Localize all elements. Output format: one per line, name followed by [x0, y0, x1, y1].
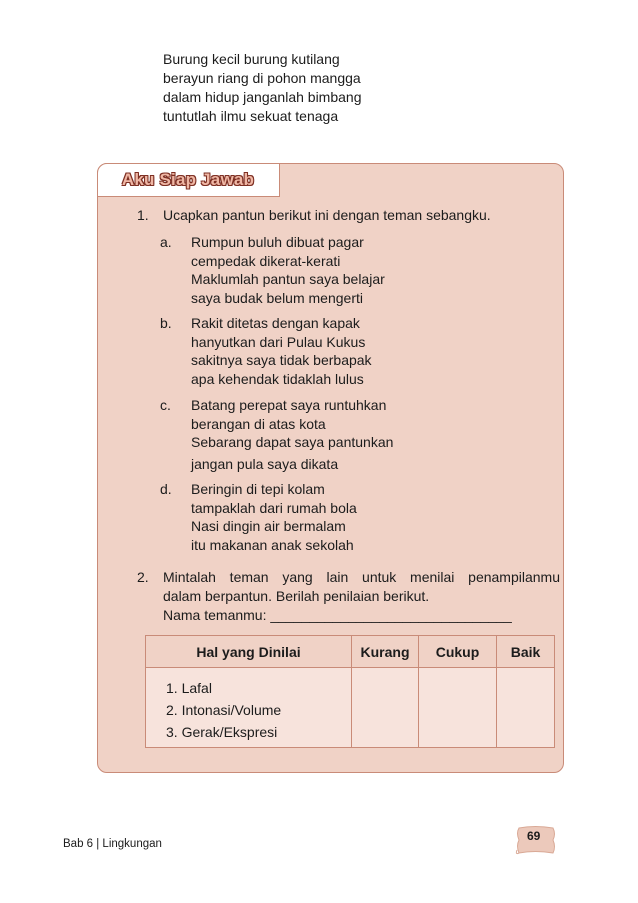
- pantun-line: berangan di atas kota: [191, 415, 326, 432]
- item-letter: b.: [160, 315, 172, 331]
- pantun-line: Rumpun buluh dibuat pagar: [191, 234, 364, 250]
- criteria-item: 2. Intonasi/Volume: [166, 702, 282, 718]
- criteria-list: [146, 668, 352, 748]
- question-text-line: Mintalah teman yang lain untuk menilai penampilanmu: [163, 569, 560, 585]
- kurang-cell[interactable]: [352, 668, 419, 748]
- item-letter: d.: [160, 481, 172, 497]
- box-title: Aku Siap Jawab: [121, 169, 255, 189]
- box-title-tab: [97, 163, 280, 197]
- pantun-line: apa kehendak tidaklah lulus: [191, 370, 364, 387]
- item-letter: a.: [160, 234, 172, 250]
- pantun-line: Sebarang dapat saya pantunkan: [191, 434, 394, 450]
- intro-poem: [163, 50, 361, 126]
- pantun-line: cempedak dikerat-kerati: [191, 252, 341, 269]
- pantun-line: jangan pula saya dikata: [191, 455, 339, 472]
- poem-line: dalam hidup janganlah bimbang: [163, 89, 362, 105]
- pantun-line: Rakit ditetas dengan kapak: [191, 315, 360, 331]
- header-baik: Baik: [497, 636, 555, 668]
- pantun-line: Batang perepat saya runtuhkan: [191, 397, 387, 413]
- table-row: [146, 668, 555, 748]
- pantun-line: tampaklah dari rumah bola: [191, 499, 357, 516]
- friend-name-line: Nama temanmu: _______________________________: [163, 607, 512, 623]
- criteria-item: 3. Gerak/Ekspresi: [166, 724, 278, 740]
- header-cukup: Cukup: [419, 636, 497, 668]
- pantun-line: itu makanan anak sekolah: [191, 536, 354, 553]
- header-criteria: Hal yang Dinilai: [146, 636, 352, 668]
- poem-line: Burung kecil burung kutilang: [163, 51, 340, 67]
- question-text: Ucapkan pantun berikut ini dengan teman sebangku.: [163, 207, 491, 223]
- criteria-item: 1. Lafal: [166, 680, 212, 696]
- pantun-line: Nasi dingin air bermalam: [191, 518, 346, 534]
- question-text-line: dalam berpantun. Berilah penilaian berikut.: [163, 588, 430, 604]
- cukup-cell[interactable]: [419, 668, 497, 748]
- question-number: 2.: [137, 569, 149, 585]
- header-kurang: Kurang: [352, 636, 419, 668]
- pantun-line: sakitnya saya tidak berbapak: [191, 352, 372, 368]
- item-letter: c.: [160, 397, 171, 413]
- poem-line: tuntutlah ilmu sekuat tenaga: [163, 108, 339, 124]
- question-number: 1.: [137, 207, 149, 223]
- baik-cell[interactable]: [497, 668, 555, 748]
- pantun-line: hanyutkan dari Pulau Kukus: [191, 333, 366, 350]
- pantun-line: Maklumlah pantun saya belajar: [191, 271, 385, 287]
- pantun-line: saya budak belum mengerti: [191, 289, 363, 306]
- table-header-row: [146, 636, 555, 668]
- page-number: 69: [527, 829, 541, 843]
- poem-line: berayun riang di pohon mangga: [163, 70, 361, 86]
- page-number-badge: [513, 824, 559, 856]
- assessment-table: [145, 635, 555, 748]
- pantun-line: Beringin di tepi kolam: [191, 481, 325, 497]
- footer-chapter: Bab 6 | Lingkungan: [63, 838, 162, 850]
